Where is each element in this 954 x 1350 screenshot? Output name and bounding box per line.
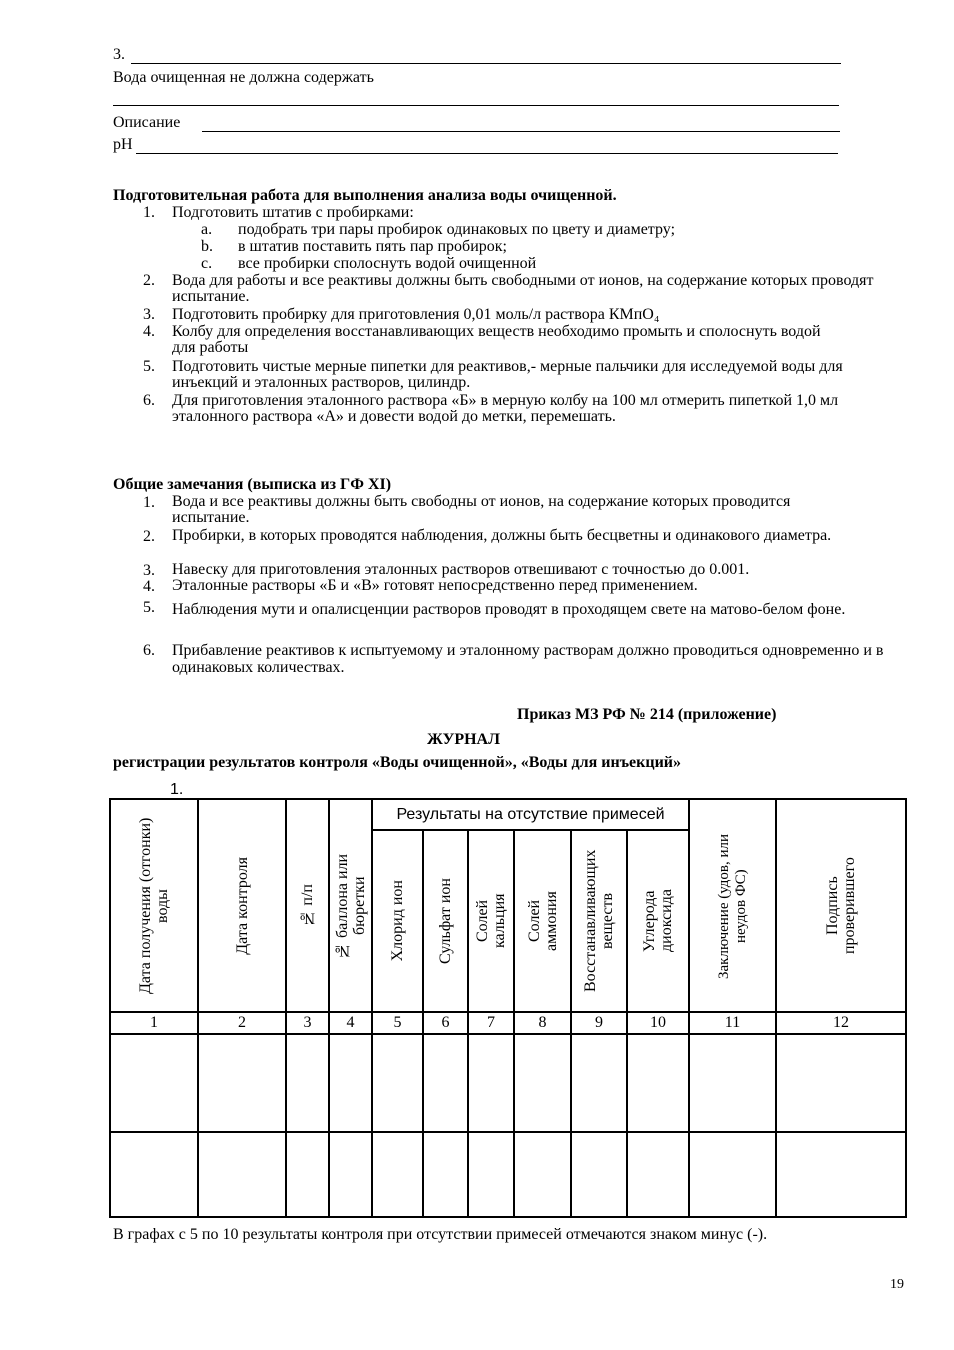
general-item: Эталонные растворы «Б и «В» готовят непосредственно перед применением. — [172, 577, 698, 594]
general-item-num: 6. — [143, 642, 155, 659]
general-item-num: 2. — [143, 528, 155, 545]
table-cell[interactable] — [198, 1132, 286, 1217]
header-cell — [514, 830, 571, 1012]
table-cell[interactable] — [372, 1034, 423, 1132]
journal-table — [109, 798, 907, 1218]
table-row — [110, 1132, 906, 1217]
prep-item: Подготовить штатив с пробирками: — [172, 204, 414, 221]
table-cell[interactable] — [468, 1132, 514, 1217]
table-row — [110, 1034, 906, 1132]
journal-subtitle: регистрации результатов контроля «Воды очищенной», «Воды для инъекций» — [113, 754, 682, 771]
column-number: 2 — [198, 1012, 286, 1034]
header-sulfate: Сульфат ион — [437, 877, 454, 965]
prep-item: Подготовить чистые мерные пипетки для реактивов,- мерные пальчики для исследуемой воды для инъекций и эталонных растворов, цилиндр. — [172, 358, 843, 391]
fill-line-item3 — [131, 63, 841, 64]
table-cell[interactable] — [776, 1034, 906, 1132]
fill-line-ph — [136, 153, 838, 154]
table-cell[interactable] — [198, 1034, 286, 1132]
table-cell[interactable] — [571, 1034, 627, 1132]
fill-line-water — [113, 105, 839, 106]
table-cell[interactable] — [689, 1132, 776, 1217]
header-group-impurities: Результаты на отсутствие примесей — [372, 799, 689, 830]
header-calcium: Солей кальция — [474, 893, 508, 949]
header-chloride: Хлорид ион — [389, 880, 406, 962]
general-section-title: Общие замечания (выписка из ГФ XI) — [113, 476, 392, 493]
header-control-date: Дата контроля — [233, 856, 251, 955]
general-item: Пробирки, в которых проводятся наблюдения, должны быть бесцветны и одинакового диаметра. — [172, 527, 832, 544]
prep-item-num: 2. — [143, 272, 155, 289]
general-item: Вода и все реактивы должны быть свободны от ионов, на содержание которых проводится испытание. — [172, 493, 791, 526]
table-cell[interactable] — [514, 1132, 571, 1217]
column-number: 1 — [110, 1012, 198, 1034]
prep-item: Для приготовления эталонного раствора «Б» в мерную колбу на 100 мл отмерить пипеткой 1,0 мл эталонного раствора «А» и довести водой до метки, перемешать. — [172, 392, 839, 425]
general-item-num: 3. — [143, 562, 155, 579]
table-cell[interactable] — [286, 1034, 329, 1132]
prep-subitem: все пробирки сполоснуть водой очищенной — [238, 255, 537, 272]
header-conclusion: Заключение (удов, или неудов ФС) — [715, 832, 749, 979]
general-item-num: 5. — [143, 599, 155, 616]
general-item: Прибавление реактивов к испытуемому и эталонному растворам должно проводиться одновременно и в одинаковых количествах. — [172, 642, 884, 676]
order-reference: Приказ МЗ РФ № 214 (приложение) — [517, 706, 777, 723]
column-number: 5 — [372, 1012, 423, 1034]
fill-line-description — [202, 131, 840, 132]
header-water-date: Дата получения (отгонки) воды — [137, 817, 171, 994]
table-cell[interactable] — [110, 1132, 198, 1217]
column-number: 11 — [689, 1012, 776, 1034]
column-number: 7 — [468, 1012, 514, 1034]
general-item-num: 1. — [143, 494, 155, 511]
prep-item-num: 6. — [143, 392, 155, 409]
header-cell — [776, 799, 906, 1012]
header-cell — [571, 830, 627, 1012]
column-number: 4 — [329, 1012, 372, 1034]
prep-subitem-letter: c. — [201, 255, 213, 272]
column-number: 9 — [571, 1012, 627, 1034]
header-cell — [689, 799, 776, 1012]
prep-item: Колбу для определения восстанавливающих веществ необходимо промыть и сполоснуть водой для работы — [172, 323, 821, 356]
prep-subitem: подобрать три пары пробирок одинаковых по цвету и диаметру; — [238, 221, 676, 238]
prep-item-num: 5. — [143, 358, 155, 375]
table-cell[interactable] — [110, 1034, 198, 1132]
table-footnote: В графах с 5 по 10 результаты контроля при отсутствии примесей отмечаются знаком минус (-). — [113, 1226, 768, 1243]
prep-subitem-letter: a. — [201, 221, 213, 238]
ph-label: pH — [113, 136, 133, 153]
prep-item-num: 1. — [143, 204, 155, 221]
item-3-label: 3. — [113, 46, 125, 63]
header-signature: Подпись проверившего — [824, 857, 858, 954]
table-cell[interactable] — [372, 1132, 423, 1217]
table-cell[interactable] — [468, 1034, 514, 1132]
table-cell[interactable] — [423, 1132, 468, 1217]
table-cell[interactable] — [571, 1132, 627, 1217]
header-reducing: Восстанавливающих веществ — [582, 849, 616, 993]
header-cell — [110, 799, 198, 1012]
table-cell[interactable] — [423, 1034, 468, 1132]
table-cell[interactable] — [514, 1034, 571, 1132]
prep-section-title: Подготовительная работа для выполнения анализа воды очищенной. — [113, 187, 617, 204]
column-number: 10 — [627, 1012, 689, 1034]
prep-subitem: в штатив поставить пять пар пробирок; — [238, 238, 507, 255]
table-cell[interactable] — [627, 1034, 689, 1132]
column-number: 3 — [286, 1012, 329, 1034]
header-cell — [627, 830, 689, 1012]
prep-subitem-letter: b. — [201, 238, 213, 255]
prep-item-num: 3. — [143, 306, 155, 323]
journal-title: ЖУРНАЛ — [427, 731, 501, 748]
header-cell — [198, 799, 286, 1012]
header-row-number: № п/п — [299, 884, 316, 927]
column-number: 6 — [423, 1012, 468, 1034]
header-co2: Углерода диоксида — [641, 889, 675, 953]
prep-item: Вода для работы и все реактивы должны быть свободными от ионов, на содержание которых проводят испытание. — [172, 272, 874, 305]
header-cell — [286, 799, 329, 1012]
header-cell — [372, 830, 423, 1012]
table-cell[interactable] — [776, 1132, 906, 1217]
prep-item-num: 4. — [143, 323, 155, 340]
water-requirement-label: Вода очищенная не должна содержать — [113, 69, 374, 86]
table-cell[interactable] — [689, 1034, 776, 1132]
general-item-num: 4. — [143, 578, 155, 595]
table-cell[interactable] — [329, 1132, 372, 1217]
table-cell[interactable] — [286, 1132, 329, 1217]
general-item: Наблюдения мути и опалисценции растворов проводят в проходящем свете на матово-белом фоне. — [172, 601, 846, 618]
header-ammonium: Солей аммония — [525, 891, 560, 951]
table-cell[interactable] — [627, 1132, 689, 1217]
prep-item: Подготовить пробирку для приготовления 0,01 моль/л раствора КМпО₄ — [172, 306, 660, 323]
header-cell — [423, 830, 468, 1012]
column-number: 8 — [514, 1012, 571, 1034]
page-number: 19 — [890, 1277, 904, 1292]
general-item: Навеску для приготовления эталонных растворов отвешивают с точностью до 0.001. — [172, 561, 750, 578]
description-label: Описание — [113, 114, 181, 131]
header-cell — [329, 799, 372, 1012]
column-number: 12 — [776, 1012, 906, 1034]
table-cell[interactable] — [329, 1034, 372, 1132]
table-marker: 1. — [170, 781, 184, 798]
header-cylinder-number: № баллона или бюретки — [333, 852, 368, 959]
header-cell — [468, 830, 514, 1012]
